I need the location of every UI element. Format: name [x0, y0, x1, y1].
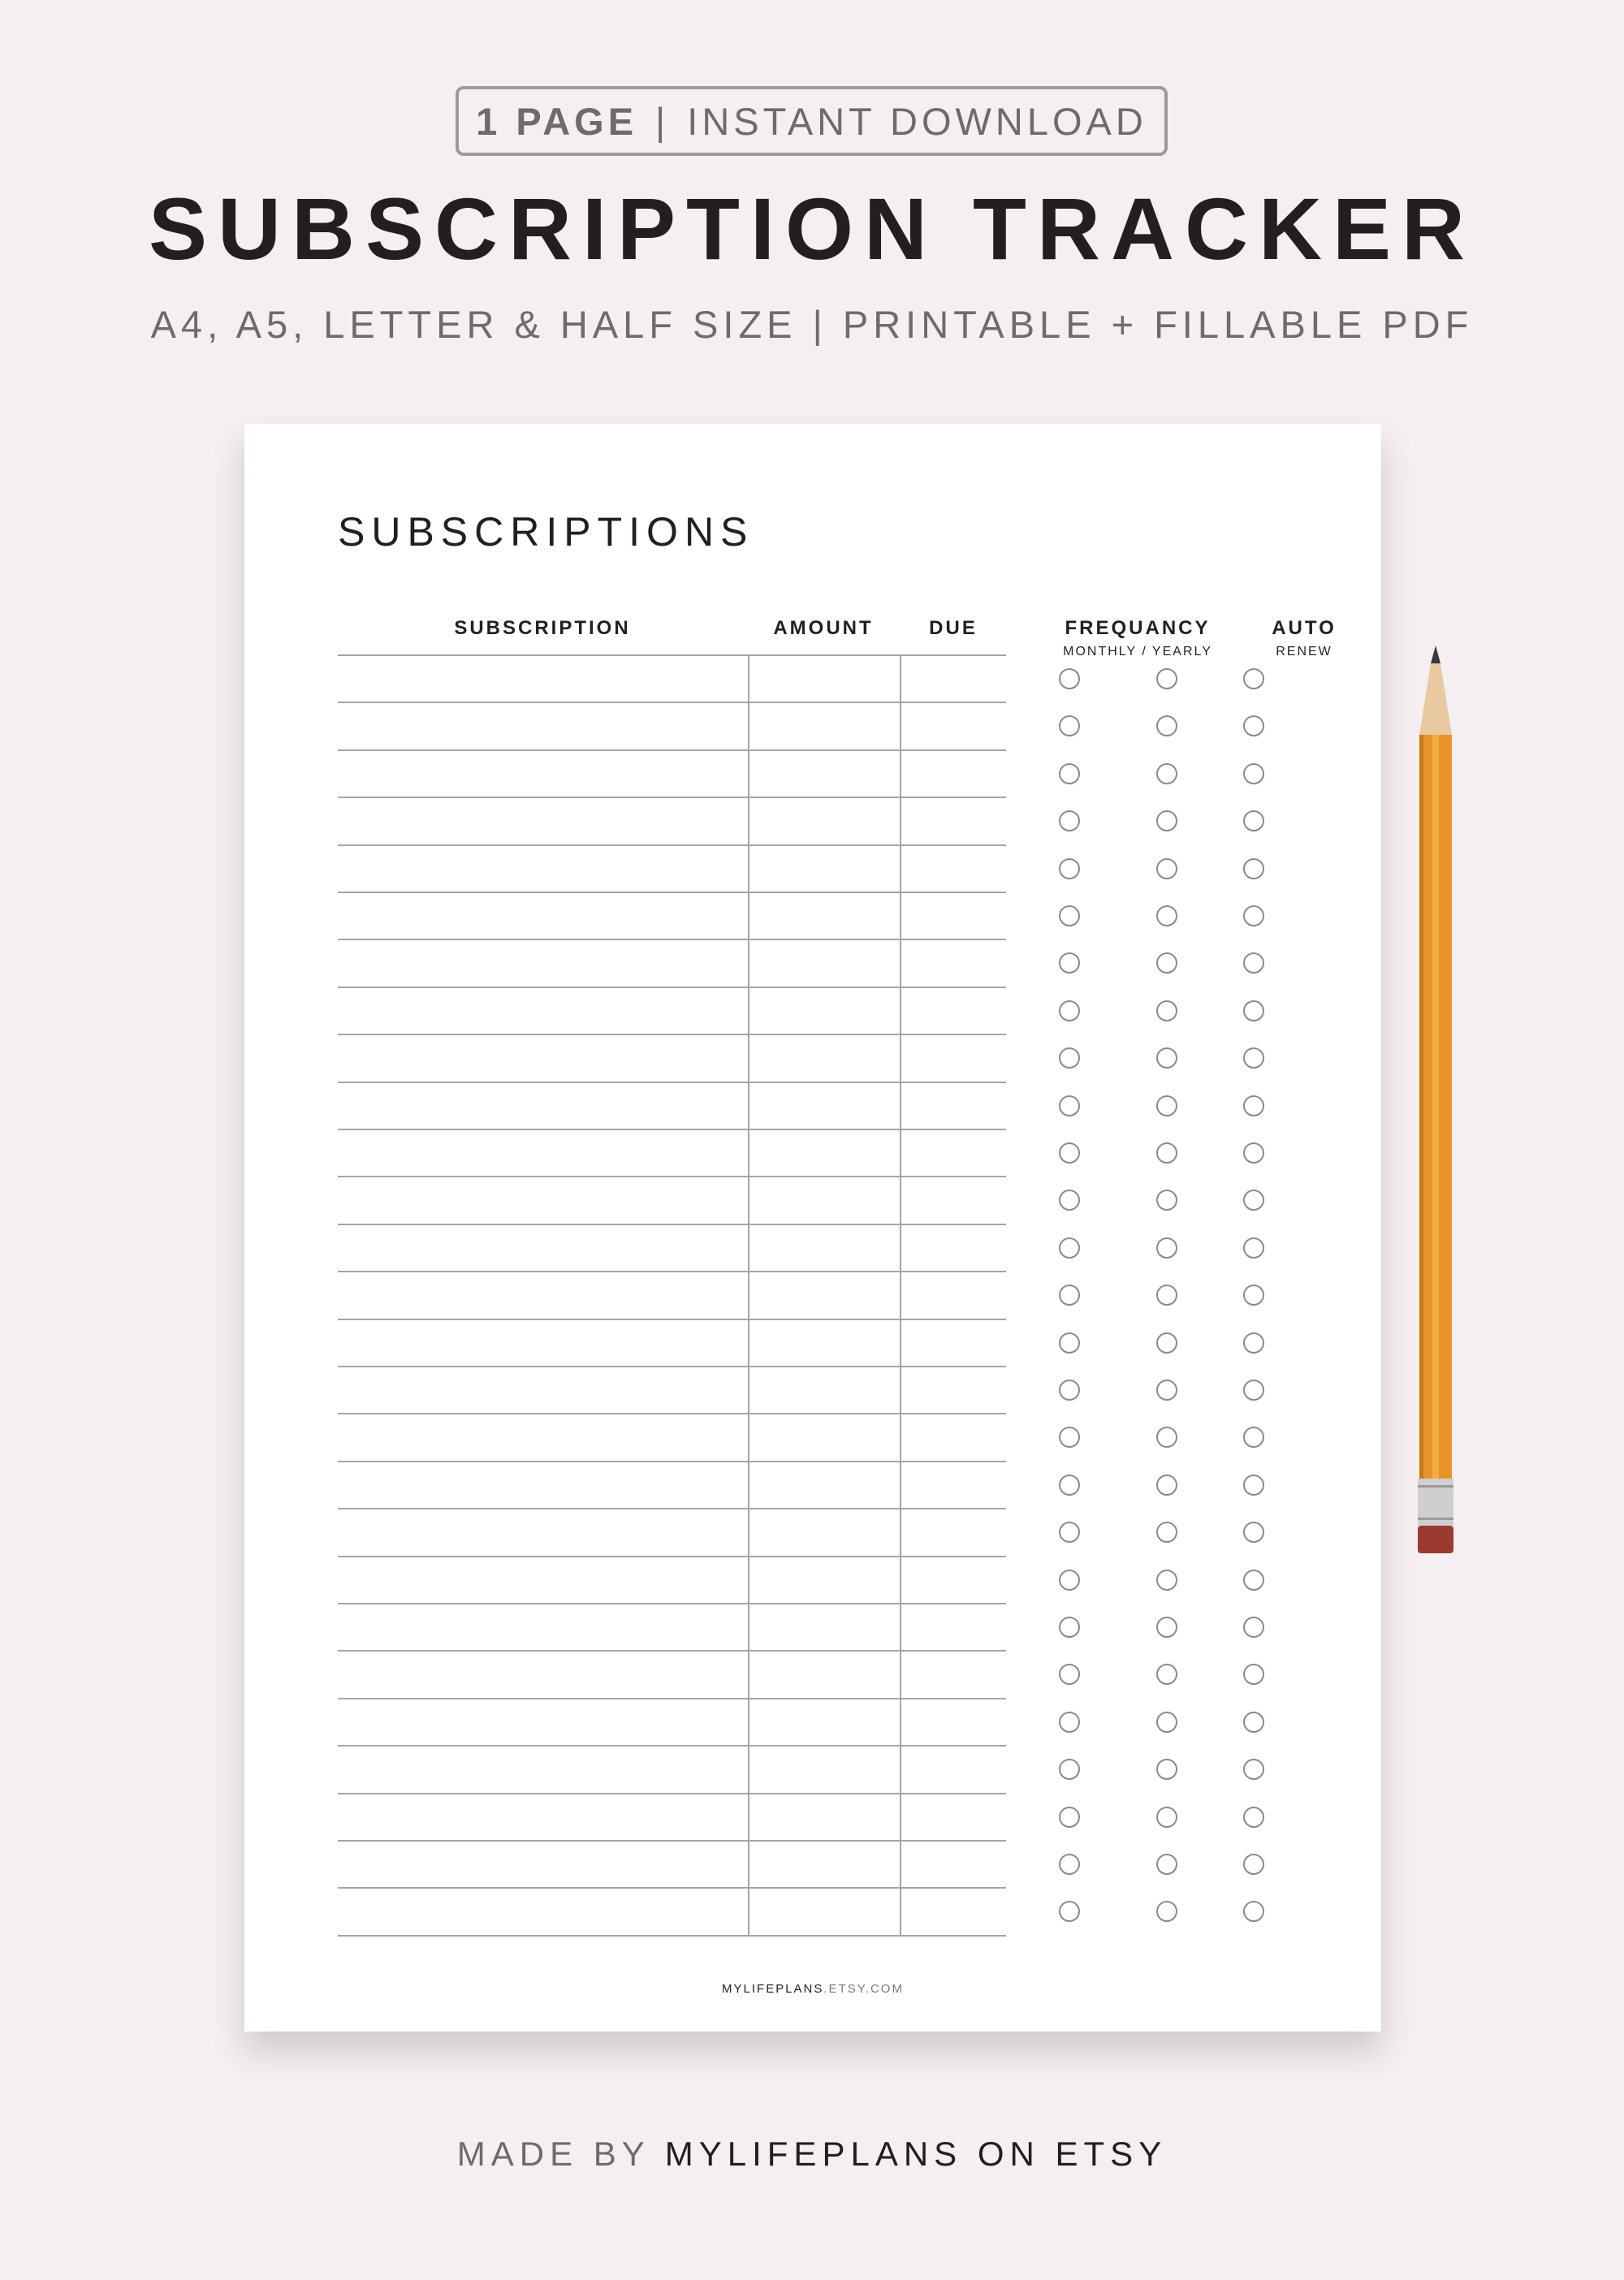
radio-auto-renew[interactable]: [1243, 1380, 1264, 1401]
radio-auto-renew[interactable]: [1243, 1285, 1264, 1306]
radio-yearly[interactable]: [1156, 1047, 1177, 1069]
sheet-footer: [244, 1983, 1381, 1995]
radio-yearly[interactable]: [1156, 1901, 1177, 1922]
radio-yearly[interactable]: [1156, 1617, 1177, 1638]
radio-monthly[interactable]: [1059, 1617, 1080, 1638]
radio-monthly[interactable]: [1059, 715, 1080, 736]
radio-auto-renew[interactable]: [1243, 1047, 1264, 1069]
column-subheader-frequency: MONTHLY / YEARLY: [1063, 645, 1212, 659]
column-subheader-auto: RENEW: [1276, 645, 1332, 659]
radio-yearly[interactable]: [1156, 810, 1177, 831]
radio-yearly[interactable]: [1156, 1854, 1177, 1875]
radio-auto-renew[interactable]: [1243, 1000, 1264, 1021]
badge-separator: |: [655, 99, 670, 143]
column-header-auto: AUTO: [1272, 617, 1337, 639]
table-row-line: [338, 1082, 1006, 1083]
radio-yearly[interactable]: [1156, 1570, 1177, 1591]
table-row-line: [338, 1034, 1006, 1035]
page-title: SUBSCRIPTION TRACKER: [148, 179, 1476, 278]
radio-auto-renew[interactable]: [1243, 668, 1264, 689]
table-row-line: [338, 1366, 1006, 1367]
radio-monthly[interactable]: [1059, 1427, 1080, 1448]
radio-monthly[interactable]: [1059, 858, 1080, 879]
page-subtitle: A4, A5, LETTER & HALF SIZE | PRINTABLE + FILLABLE PDF: [150, 303, 1474, 346]
radio-auto-renew[interactable]: [1243, 715, 1264, 736]
radio-auto-renew[interactable]: [1243, 1664, 1264, 1685]
radio-monthly[interactable]: [1059, 1237, 1080, 1259]
column-divider: [748, 654, 749, 1935]
radio-auto-renew[interactable]: [1243, 1901, 1264, 1922]
radio-auto-renew[interactable]: [1243, 858, 1264, 879]
table-row-line: [338, 987, 1006, 988]
radio-auto-renew[interactable]: [1243, 763, 1264, 784]
radio-yearly[interactable]: [1156, 715, 1177, 736]
radio-monthly[interactable]: [1059, 952, 1080, 974]
table-row-line: [338, 1129, 1006, 1130]
radio-yearly[interactable]: [1156, 1000, 1177, 1021]
radio-yearly[interactable]: [1156, 1332, 1177, 1354]
badge-pages: 1 PAGE: [476, 99, 638, 143]
radio-auto-renew[interactable]: [1243, 1475, 1264, 1496]
radio-monthly[interactable]: [1059, 1901, 1080, 1922]
table-row-line: [338, 797, 1006, 798]
radio-auto-renew[interactable]: [1243, 1807, 1264, 1828]
made-by-label: MADE BY: [456, 2135, 650, 2173]
radio-yearly[interactable]: [1156, 1664, 1177, 1685]
radio-monthly[interactable]: [1059, 1190, 1080, 1211]
table-row-line: [338, 939, 1006, 940]
radio-monthly[interactable]: [1059, 1047, 1080, 1069]
table-row-line: [338, 749, 1006, 751]
sheet-footer-site: MYLIFEPLANS: [722, 1982, 824, 1996]
radio-auto-renew[interactable]: [1243, 1190, 1264, 1211]
radio-monthly[interactable]: [1059, 1807, 1080, 1828]
column-header-due: DUE: [929, 617, 978, 639]
radio-auto-renew[interactable]: [1243, 1427, 1264, 1448]
radio-auto-renew[interactable]: [1243, 1570, 1264, 1591]
radio-auto-renew[interactable]: [1243, 1759, 1264, 1780]
instant-download-badge: [456, 86, 1168, 156]
radio-yearly[interactable]: [1156, 905, 1177, 926]
radio-monthly[interactable]: [1059, 1142, 1080, 1164]
pencil-icon: [1416, 646, 1455, 1589]
radio-yearly[interactable]: [1156, 1380, 1177, 1401]
radio-auto-renew[interactable]: [1243, 1712, 1264, 1733]
radio-yearly[interactable]: [1156, 763, 1177, 784]
radio-yearly[interactable]: [1156, 1237, 1177, 1259]
radio-monthly[interactable]: [1059, 1522, 1080, 1543]
table-row-line: [338, 1650, 1006, 1652]
radio-monthly[interactable]: [1059, 810, 1080, 831]
table-row-line: [338, 1319, 1006, 1320]
radio-monthly[interactable]: [1059, 1854, 1080, 1875]
column-header-subscription: SUBSCRIPTION: [454, 617, 631, 639]
radio-auto-renew[interactable]: [1243, 1095, 1264, 1116]
tracker-table: [244, 424, 1381, 2032]
table-row-line: [338, 1556, 1006, 1557]
radio-yearly[interactable]: [1156, 952, 1177, 974]
radio-yearly[interactable]: [1156, 1190, 1177, 1211]
radio-monthly[interactable]: [1059, 1285, 1080, 1306]
radio-auto-renew[interactable]: [1243, 905, 1264, 926]
radio-auto-renew[interactable]: [1243, 1237, 1264, 1259]
table-row-line: [338, 1413, 1006, 1414]
table-row-line: [338, 844, 1006, 846]
radio-auto-renew[interactable]: [1243, 1617, 1264, 1638]
made-by-brand: MYLIFEPLANS ON ETSY: [664, 2135, 1168, 2173]
radio-auto-renew[interactable]: [1243, 810, 1264, 831]
table-row-line: [338, 1698, 1006, 1699]
radio-monthly[interactable]: [1059, 1759, 1080, 1780]
radio-monthly[interactable]: [1059, 1664, 1080, 1685]
table-row-line: [338, 1793, 1006, 1794]
radio-monthly[interactable]: [1059, 763, 1080, 784]
badge-download: INSTANT DOWNLOAD: [687, 99, 1147, 143]
column-divider: [900, 654, 901, 1935]
radio-auto-renew[interactable]: [1243, 1332, 1264, 1354]
radio-monthly[interactable]: [1059, 1380, 1080, 1401]
table-row-line: [338, 1508, 1006, 1509]
made-by-credit: [0, 2137, 1624, 2171]
radio-yearly[interactable]: [1156, 1142, 1177, 1164]
radio-yearly[interactable]: [1156, 1475, 1177, 1496]
table-row-line: [338, 654, 1006, 656]
table-row-line: [338, 1935, 1006, 1937]
radio-monthly[interactable]: [1059, 1570, 1080, 1591]
radio-yearly[interactable]: [1156, 858, 1177, 879]
radio-monthly[interactable]: [1059, 1095, 1080, 1116]
table-row-line: [338, 1224, 1006, 1225]
table-row-line: [338, 1176, 1006, 1177]
table-row-line: [338, 892, 1006, 893]
column-header-frequency: FREQUANCY: [1065, 617, 1211, 639]
radio-yearly[interactable]: [1156, 1095, 1177, 1116]
radio-monthly[interactable]: [1059, 668, 1080, 689]
sheet-footer-domain: .ETSY.COM: [823, 1982, 904, 1996]
radio-auto-renew[interactable]: [1243, 1522, 1264, 1543]
radio-yearly[interactable]: [1156, 668, 1177, 689]
radio-auto-renew[interactable]: [1243, 952, 1264, 974]
column-header-amount: AMOUNT: [773, 617, 874, 639]
radio-monthly[interactable]: [1059, 1712, 1080, 1733]
radio-yearly[interactable]: [1156, 1712, 1177, 1733]
radio-monthly[interactable]: [1059, 1475, 1080, 1496]
table-row-line: [338, 1603, 1006, 1604]
radio-yearly[interactable]: [1156, 1285, 1177, 1306]
table-row-line: [338, 1745, 1006, 1747]
table-row-line: [338, 1887, 1006, 1889]
radio-auto-renew[interactable]: [1243, 1142, 1264, 1164]
table-row-line: [338, 1840, 1006, 1842]
table-row-line: [338, 1461, 1006, 1462]
radio-monthly[interactable]: [1059, 905, 1080, 926]
radio-auto-renew[interactable]: [1243, 1854, 1264, 1875]
radio-yearly[interactable]: [1156, 1759, 1177, 1780]
radio-yearly[interactable]: [1156, 1427, 1177, 1448]
sheet-title: SUBSCRIPTIONS: [338, 509, 754, 555]
radio-yearly[interactable]: [1156, 1522, 1177, 1543]
table-row-line: [338, 1271, 1006, 1272]
radio-monthly[interactable]: [1059, 1000, 1080, 1021]
tracker-sheet: [244, 424, 1381, 2032]
radio-monthly[interactable]: [1059, 1332, 1080, 1354]
table-row-line: [338, 702, 1006, 703]
radio-yearly[interactable]: [1156, 1807, 1177, 1828]
